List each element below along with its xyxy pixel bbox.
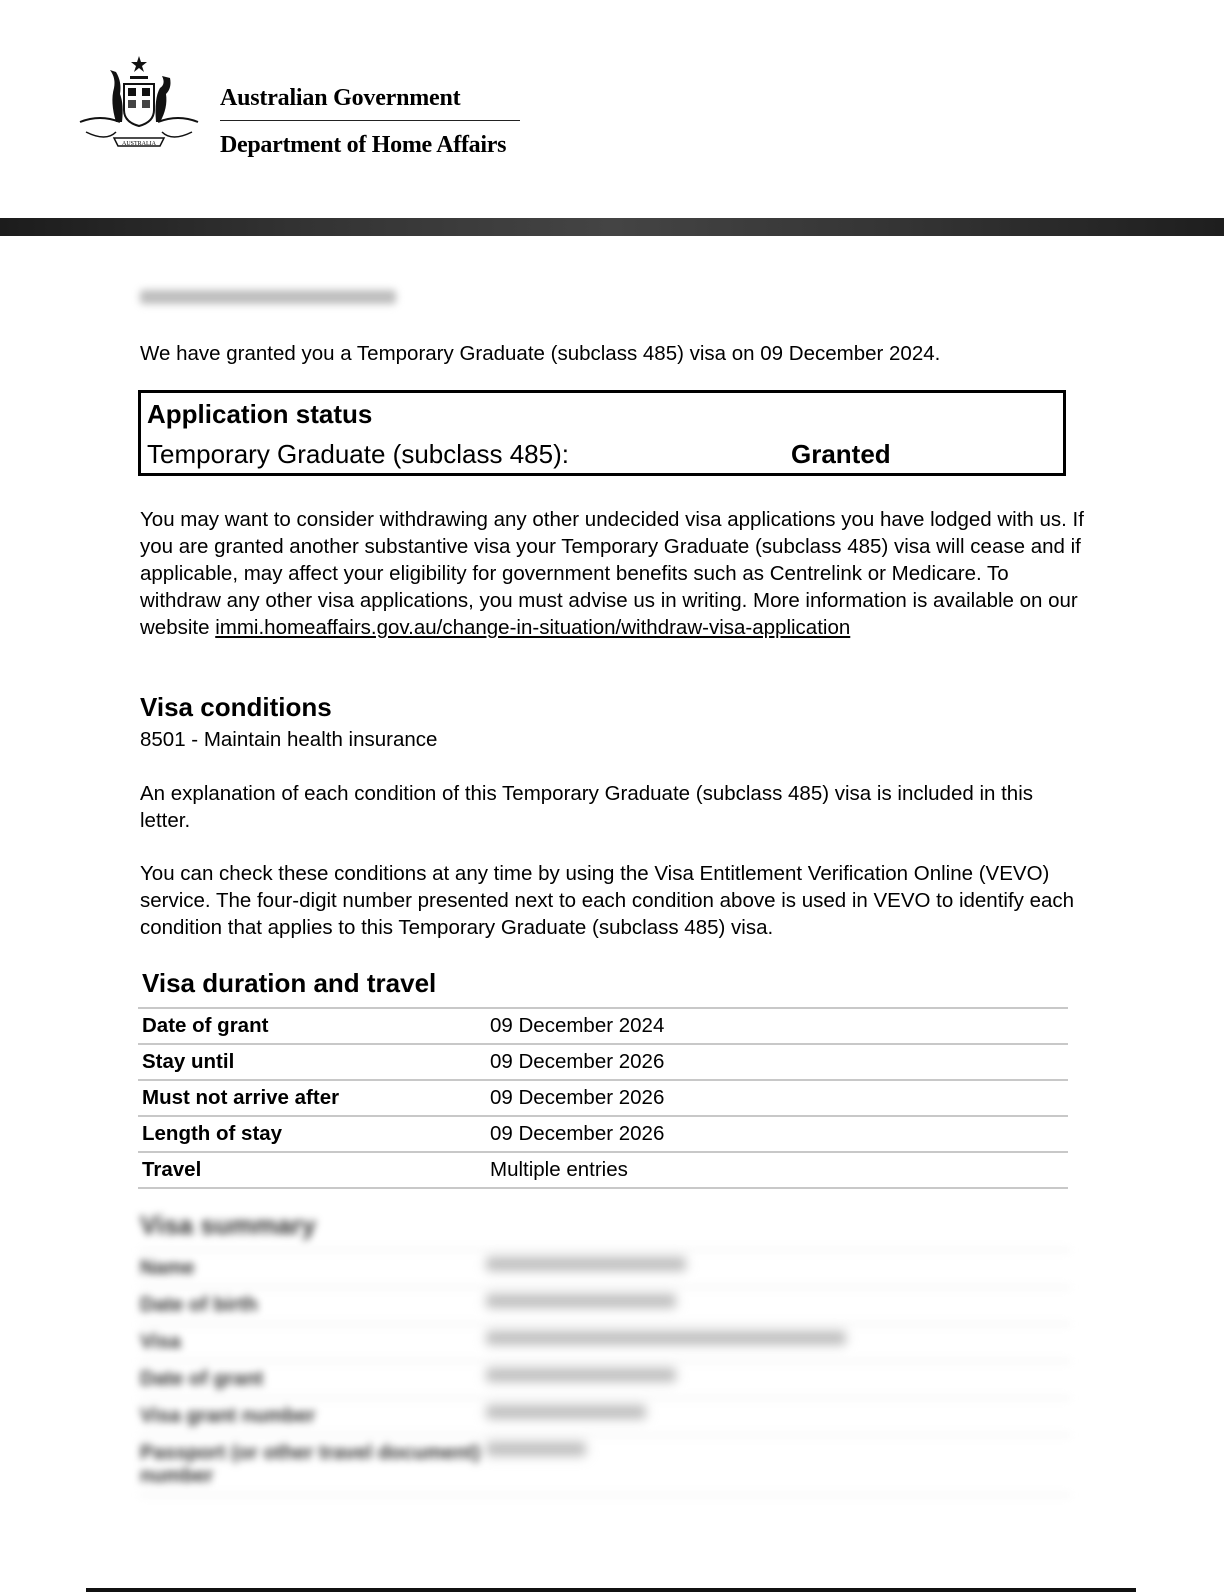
table-row — [138, 1116, 1068, 1152]
withdraw-paragraph — [140, 506, 1084, 641]
row-value: 09 December 2026 — [486, 1044, 1068, 1080]
summary-row — [140, 1323, 1070, 1360]
summary-row — [140, 1397, 1070, 1434]
summary-label: Visa grant number — [140, 1405, 316, 1427]
summary-label: Visa — [140, 1331, 181, 1353]
coat-of-arms-logo — [68, 52, 210, 158]
vevo-paragraph: You can check these conditions at any time by using the Visa Entitlement Verification Online (VEVO) service. The four-digit number presented next to each condition above is used in VEVO to identify each condition that applies to this Temporary Graduate (subclass 485) visa. — [140, 862, 1075, 939]
organisation-name: Australian Government — [220, 85, 461, 111]
conditions-explanation: An explanation of each condition of this Temporary Graduate (subclass 485) visa is included in this letter. — [140, 782, 1034, 832]
visa-conditions-heading: Visa conditions — [140, 692, 332, 722]
intro-text: We have granted you a Temporary Graduate (subclass 485) visa on 09 December 2024. — [140, 342, 941, 365]
visa-duration-heading: Visa duration and travel — [142, 968, 437, 998]
withdraw-paragraph-text: You may want to consider withdrawing any other undecided visa applications you have lodged with us. If you are granted another substantive visa your Temporary Graduate (subclass 485) visa will cease and if applicable, may affect your eligibility for government benefits such as Centrelink or Medicare. To withdraw any other visa applications, you must advise us in writing. More information is available on our website — [140, 508, 1084, 639]
row-value: 09 December 2026 — [486, 1116, 1068, 1152]
visa-duration-table — [138, 1007, 1068, 1189]
row-label: Must not arrive after — [138, 1080, 486, 1116]
header-band — [0, 218, 1224, 236]
summary-label: Date of grant — [140, 1368, 264, 1390]
status-title: Application status — [147, 399, 373, 429]
greeting-redacted — [140, 290, 1084, 309]
application-status-box — [138, 390, 1066, 476]
letterhead — [68, 52, 528, 162]
summary-label: Passport (or other travel document) number — [140, 1442, 481, 1487]
summary-label: Name — [140, 1257, 195, 1279]
table-row — [138, 1044, 1068, 1080]
row-label: Length of stay — [138, 1116, 486, 1152]
row-label: Travel — [138, 1152, 486, 1188]
summary-row — [140, 1249, 1070, 1286]
table-row — [138, 1008, 1068, 1044]
visa-summary-heading: Visa summary — [140, 1210, 316, 1240]
row-label: Stay until — [138, 1044, 486, 1080]
table-row — [138, 1080, 1068, 1116]
visa-summary-redacted — [140, 1210, 1070, 1496]
summary-row — [140, 1434, 1070, 1496]
table-row — [138, 1152, 1068, 1188]
condition-item: 8501 - Maintain health insurance — [140, 728, 438, 751]
status-label: Temporary Graduate (subclass 485): — [147, 439, 569, 469]
summary-label: Date of birth — [140, 1294, 258, 1316]
row-label: Date of grant — [138, 1008, 486, 1044]
footer-divider — [86, 1588, 1136, 1592]
department-name: Department of Home Affairs — [220, 132, 507, 158]
row-value: 09 December 2026 — [486, 1080, 1068, 1116]
header-divider — [220, 120, 520, 121]
status-value: Granted — [791, 439, 891, 469]
row-value: 09 December 2024 — [486, 1008, 1068, 1044]
withdraw-visa-link[interactable]: immi.homeaffairs.gov.au/change-in-situation/withdraw-visa-application — [215, 616, 851, 639]
row-value: Multiple entries — [486, 1152, 1068, 1188]
crest-label: AUSTRALIA — [122, 141, 156, 147]
summary-row — [140, 1286, 1070, 1323]
summary-row — [140, 1360, 1070, 1397]
